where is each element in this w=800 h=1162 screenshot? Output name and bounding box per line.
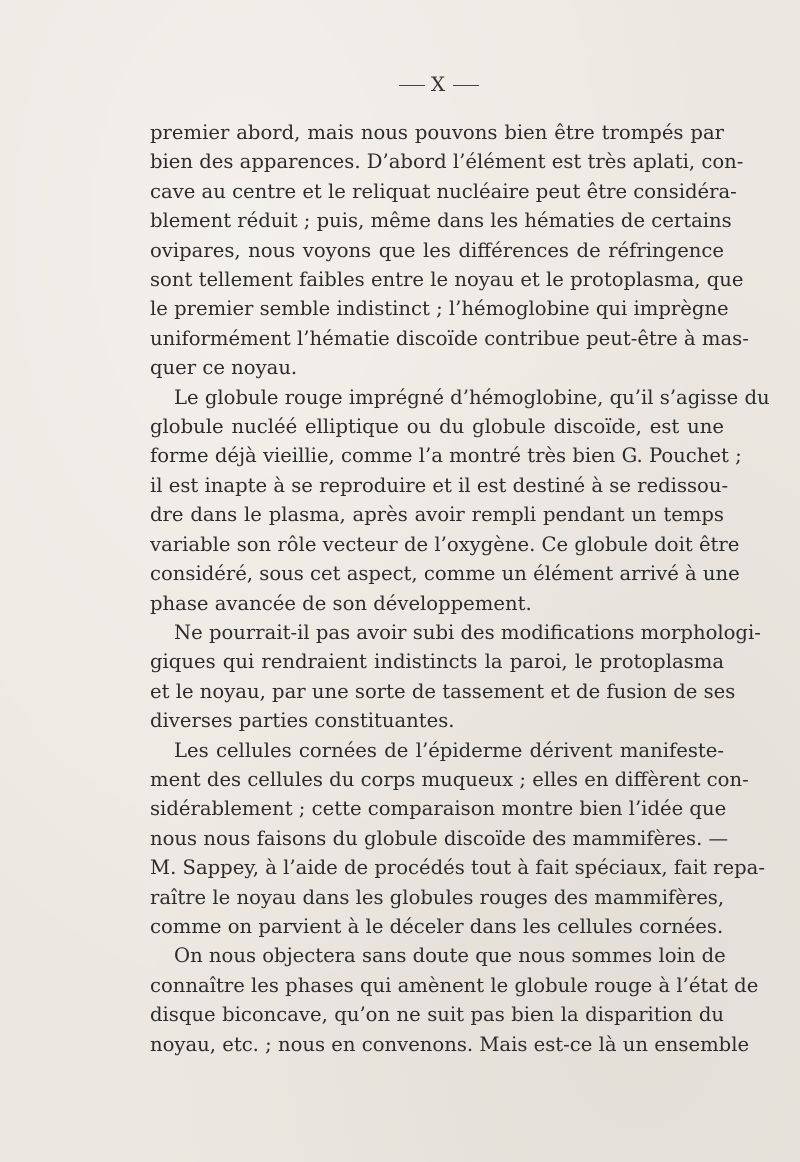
text-line: sont tellement faibles entre le noyau et le protoplasma, que <box>150 268 744 292</box>
text-line: diverses parties constituantes. <box>150 709 455 733</box>
book-page <box>150 72 770 1059</box>
text-line: sidérablement ; cette comparaison montre bien l’idée que <box>150 797 727 821</box>
text-line: giques qui rendraient indistincts la paroi, le protoplasma <box>150 650 724 674</box>
text-line: connaître les phases qui amènent le globule rouge à l’état de <box>150 973 759 997</box>
text-line: uniformément l’hématie discoïde contribue peut-être à mas- <box>150 326 749 350</box>
text-line: premier abord, mais nous pouvons bien être trompés par <box>150 121 724 144</box>
text-line: dre dans le plasma, après avoir rempli pendant un temps <box>150 503 724 527</box>
text-line: Ne pourrait-il pas avoir subi des modifications morphologi- <box>174 620 761 644</box>
text-line: quer ce noyau. <box>150 356 298 380</box>
page-number-dash-right <box>453 85 479 86</box>
text-line: cave au centre et le reliquat nucléaire peut être considéra- <box>150 179 737 203</box>
paragraph-4 <box>150 736 765 942</box>
page-number-dash-left <box>399 85 425 86</box>
paragraph-3 <box>150 618 761 736</box>
text-line: nous nous faisons du globule discoïde des mammifères. — <box>150 826 729 850</box>
text-line: le premier semble indistinct ; l’hémoglobine qui imprègne <box>150 297 729 321</box>
text-line: Les cellules cornées de l’épiderme dérivent manifeste- <box>174 738 724 762</box>
text-line: ment des cellules du corps muqueux ; elles en diffèrent con- <box>150 767 749 791</box>
text-line: noyau, etc. ; nous en convenons. Mais est-ce là un ensemble <box>150 1032 750 1056</box>
text-line: il est inapte à se reproduire et il est destiné à se redissou- <box>150 473 729 497</box>
text-line: Le globule rouge imprégné d’hémoglobine, qu’il s’agisse du <box>174 385 770 409</box>
text-line: globule nucléé elliptique ou du globule discoïde, est une <box>150 415 724 439</box>
text-line: raître le noyau dans les globules rouges des mammifères, <box>150 885 725 909</box>
text-line: et le noyau, par une sorte de tassement et de fusion de ses <box>150 679 736 703</box>
paragraph-1 <box>150 118 749 383</box>
text-line: On nous objectera sans doute que nous sommes loin de <box>174 944 726 968</box>
text-line: phase avancée de son développement. <box>150 591 532 615</box>
paragraph-5 <box>150 941 759 1059</box>
text-line: disque biconcave, qu’on ne suit pas bien la disparition du <box>150 1003 724 1027</box>
text-line: bien des apparences. D’abord l’élément est très aplati, con- <box>150 150 744 174</box>
page-number <box>154 72 724 96</box>
text-line: variable son rôle vecteur de l’oxygène. Ce globule doit être <box>150 532 740 556</box>
text-line: comme on parvient à le déceler dans les cellules cornées. <box>150 914 724 938</box>
text-line: forme déjà vieillie, comme l’a montré très bien G. Pouchet ; <box>150 444 742 468</box>
text-line: considéré, sous cet aspect, comme un élément arrivé à une <box>150 562 740 586</box>
text-line: M. Sappey, à l’aide de procédés tout à fait spéciaux, fait repa- <box>150 856 765 880</box>
paragraph-2 <box>150 383 770 618</box>
text-line: blement réduit ; puis, même dans les hématies de certains <box>150 209 732 233</box>
text-line: ovipares, nous voyons que les différences de réfringence <box>150 238 724 262</box>
page-number-text: X <box>430 72 448 96</box>
